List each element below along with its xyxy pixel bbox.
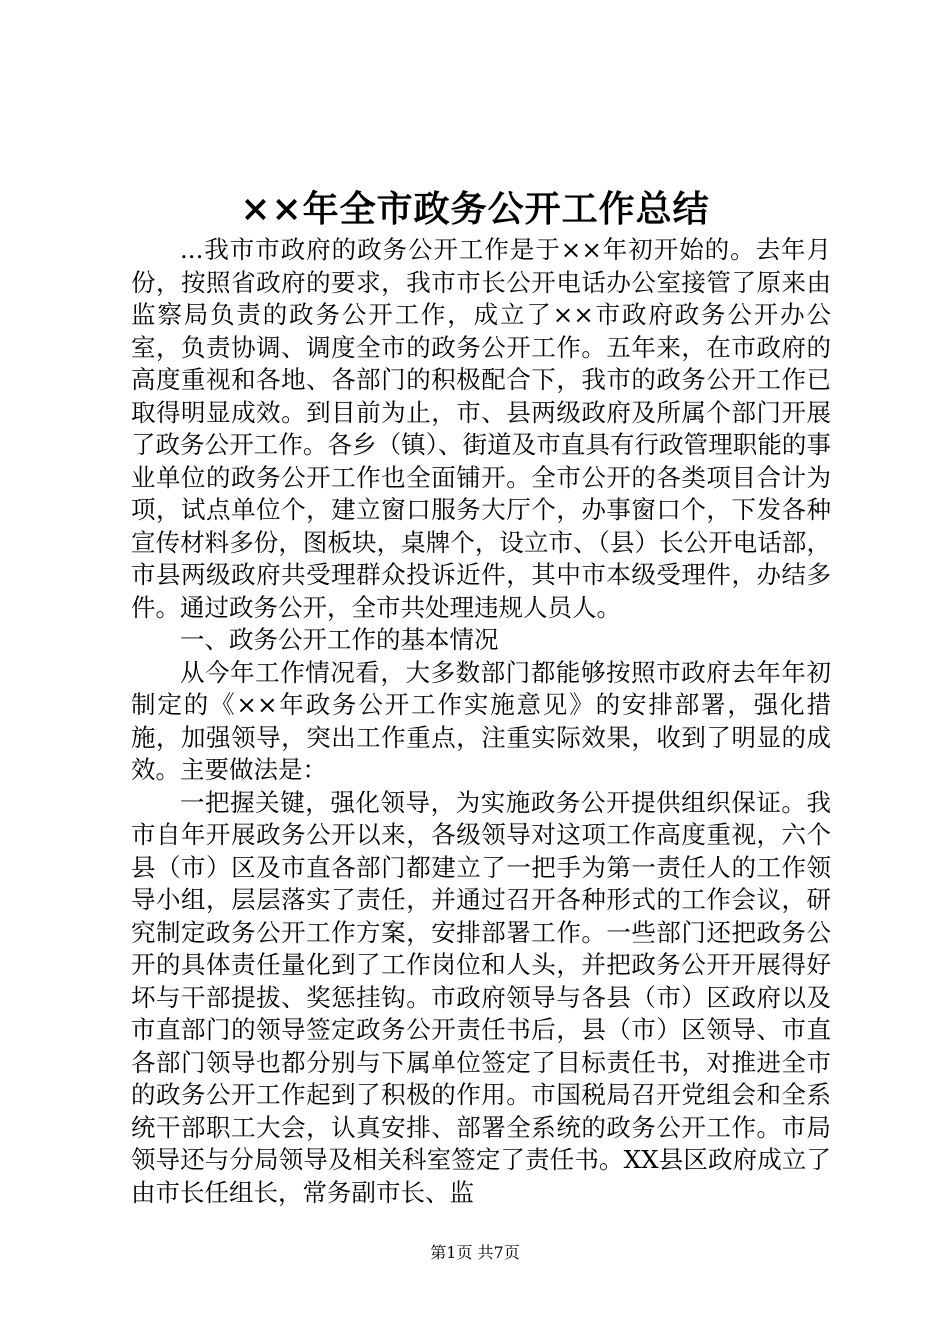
paragraph-intro: ...我市市政府的政务公开工作是于××年初开始的。去年月份，按照省政府的要求，我市市长公开电话办公室接管了原来由监察局负责的政务公开工作，成立了××市政府政务公开办公室，负责协调、调度全市的政务公开工作。五年来，在市政府的高度重视和各地、各部门的积极配合下，我市的政务公开工作已取得明显成效。到目前为止，市、县两级政府及所属个部门开展了政务公开工作。各乡（镇）、街道及市直具有行政管理职能的事业单位的政务公开工作也全面铺开。全市公开的各类项目合计为项，试点单位个，建立窗口服务大厅个，办事窗口个，下发各种宣传材料多份，图板块，桌牌个，设立市、（县）长公开电话部，市县两级政府共受理群众投诉近件，其中市本级受理件，办结多件。通过政务公开，全市共处理违规人员人。	[131, 235, 831, 622]
document-title: ××年全市政务公开工作总结	[240, 188, 710, 230]
paragraph-leadership: 一把握关键，强化领导，为实施政务公开提供组织保证。我市自年开展政务公开以来，各级领导对这项工作高度重视，六个县（市）区及市直各部门都建立了一把手为第一责任人的工作领导小组，层层落实了责任，并通过召开各种形式的工作会议，研究制定政务公开工作方案，安排部署工作。一些部门还把政务公开的具体责任量化到了工作岗位和人头，并把政务公开开展得好坏与干部提拔、奖惩挂钩。市政府领导与各县（市）区政府以及市直部门的领导签定政务公开责任书后，县（市）区领导、市直各部门领导也都分别与下属单位签定了目标责任书，对推进全市的政务公开工作起到了积极的作用。市国税局召开党组会和全系统干部职工大会，认真安排、部署全系统的政务公开工作。市局领导还与分局领导及相关科室签定了责任书。XX县区政府成立了由市长任组长，常务副市长、监	[131, 787, 831, 1207]
section-heading: 一、政务公开工作的基本情况	[180, 625, 499, 654]
page-footer: 第1页 共7页	[430, 1243, 520, 1262]
document-body	[131, 234, 831, 1209]
paragraph-overview: 从今年工作情况看，大多数部门都能够按照市政府去年年初制定的《××年政务公开工作实施意见》的安排部署，强化措施，加强领导，突出工作重点，注重实际效果，收到了明显的成效。主要做法是：	[131, 657, 831, 784]
